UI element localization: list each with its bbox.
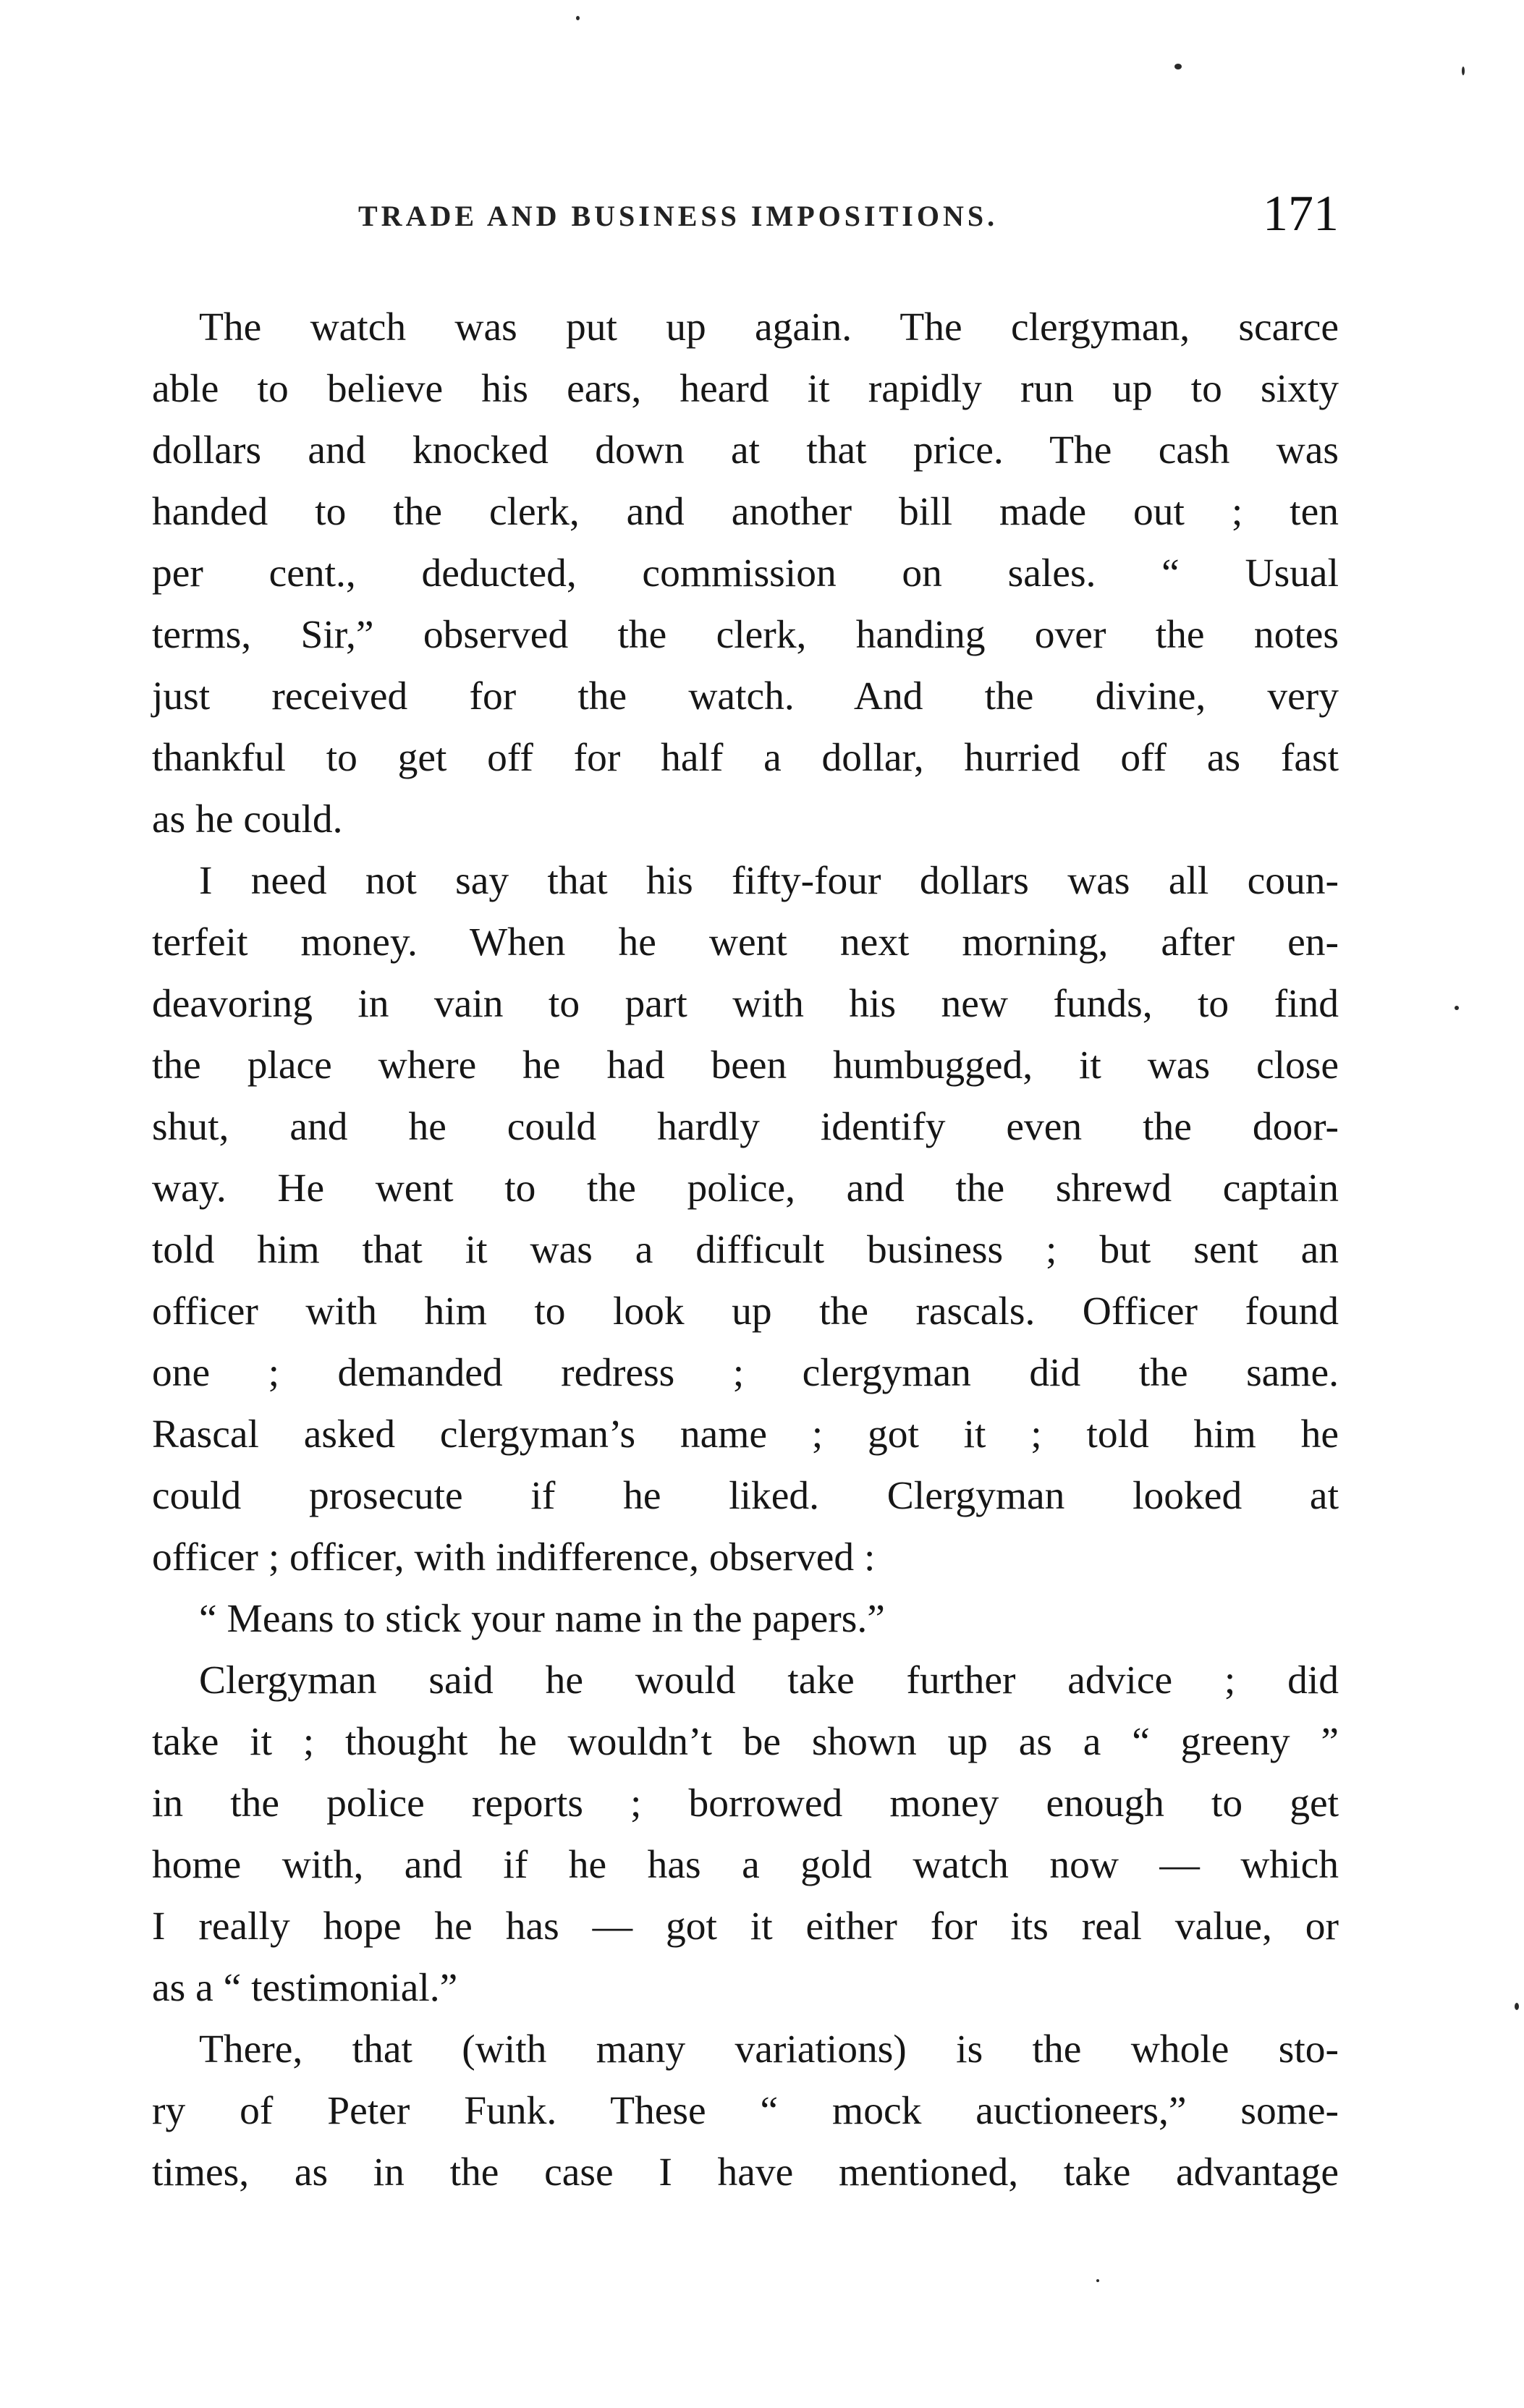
text-line: way. He went to the police, and the shrewd captain [152,1166,1339,1211]
text-line: could prosecute if he liked. Clergyman looked at [152,1474,1339,1518]
scan-speck [1096,2279,1099,2282]
text-line: There, that (with many variations) is the whole sto- [199,2027,1339,2072]
text-line: just received for the watch. And the divine, very [152,674,1339,718]
text-line: The watch was put up again. The clergyman, scarce [199,305,1339,349]
text-line: thankful to get off for half a dollar, hurried off as fast [152,736,1339,780]
scan-speck [1455,1006,1459,1010]
text-line: told him that it was a difficult business ; but sent an [152,1228,1339,1272]
text-line: “ Means to stick your name in the papers.” [199,1597,885,1641]
running-title: TRADE AND BUSINESS IMPOSITIONS. [358,200,999,232]
text-line: the place where he had been humbugged, it was close [152,1043,1339,1088]
scan-speck [1515,2003,1519,2010]
text-line: home with, and if he has a gold watch now — which [152,1843,1339,1887]
text-line: one ; demanded redress ; clergyman did the same. [152,1351,1339,1395]
text-line: dollars and knocked down at that price. The cash was [152,428,1339,472]
text-line: take it ; thought he wouldn’t be shown up as a “ greeny ” [152,1720,1339,1764]
text-line: per cent., deducted, commission on sales. “ Usual [152,551,1339,595]
text-line: I need not say that his fifty-four dollars was all coun- [199,859,1339,903]
text-line: officer ; officer, with indifference, observed : [152,1535,876,1580]
body-text [152,297,1339,2203]
text-line: I really hope he has — got it either for its real value, or [152,1904,1339,1949]
text-line: officer with him to look up the rascals. Officer found [152,1289,1339,1334]
text-line: Clergyman said he would take further advice ; did [199,1658,1339,1703]
page-number: 171 [1263,186,1339,242]
text-line: in the police reports ; borrowed money enough to get [152,1781,1339,1826]
running-head [145,181,1339,260]
text-line: Rascal asked clergyman’s name ; got it ; told him he [152,1412,1339,1457]
scan-speck [1462,67,1465,75]
text-line: times, as in the case I have mentioned, take advantage [152,2150,1339,2195]
scan-speck [1174,64,1182,69]
text-line: ry of Peter Funk. These “ mock auctioneers,” some- [152,2089,1339,2133]
text-line: terfeit money. When he went next morning, after en- [152,920,1339,965]
text-line: terms, Sir,” observed the clerk, handing over the notes [152,613,1339,657]
scan-speck [576,16,580,20]
text-line: handed to the clerk, and another bill made out ; ten [152,490,1339,534]
text-line: shut, and he could hardly identify even the door- [152,1105,1339,1149]
text-line: as he could. [152,797,343,841]
text-line: able to believe his ears, heard it rapidly run up to sixty [152,367,1339,411]
text-line: deavoring in vain to part with his new funds, to find [152,982,1339,1026]
text-line: as a “ testimonial.” [152,1966,458,2010]
